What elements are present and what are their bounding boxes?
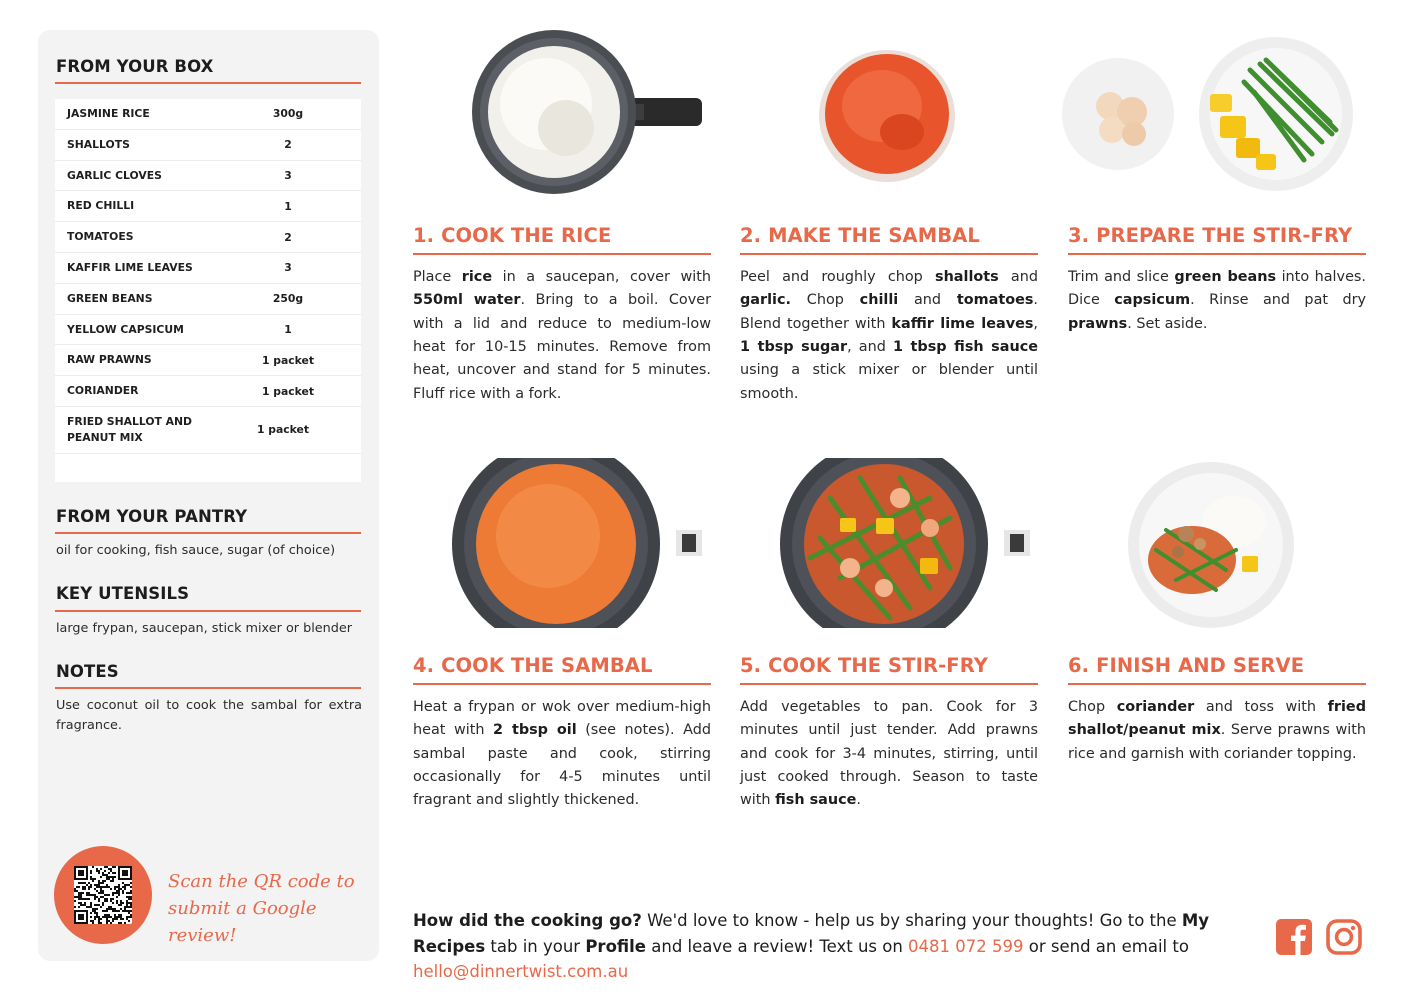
footer-link[interactable]: hello@dinnertwist.com.au xyxy=(413,962,629,982)
stir-fry-pan-photo xyxy=(780,458,1034,628)
qr-code-icon xyxy=(74,866,132,924)
finished-dish-photo xyxy=(1126,460,1296,630)
review-prompt xyxy=(413,908,1263,985)
step-2-title: 2. MAKE THE SAMBAL xyxy=(740,224,980,247)
ingredients-sidebar xyxy=(38,30,379,961)
step-5-text: Add vegetables to pan. Cook for 3 minutes until just tender. Add prawns and cook for 3-4 minutes, stirring, until just cooked through. Season to taste with xyxy=(740,699,1038,809)
ingredient-name: RAW PRAWNS xyxy=(67,353,152,367)
step-6-emphasis: fried shallot/peanut mix xyxy=(1068,699,1366,739)
ingredient-row xyxy=(55,130,361,161)
step-divider xyxy=(1068,683,1366,685)
step-4-title: 4. COOK THE SAMBAL xyxy=(413,654,653,677)
ingredient-qty: 1 packet xyxy=(261,384,315,398)
instagram-icon[interactable] xyxy=(1326,919,1362,955)
step-3-emphasis: capsicum xyxy=(1114,292,1191,309)
step-3-text: Trim and slice xyxy=(1068,269,1175,285)
step-divider xyxy=(413,253,711,255)
step-1-title: 1. COOK THE RICE xyxy=(413,224,612,247)
step-1-text: . Bring to a boil. Cover with a lid and reduce to medium-low heat for 10-15 minutes. Remove from heat, uncover and stand for 5 minutes. Fluff rice with a fork. xyxy=(413,292,711,402)
ingredient-name: YELLOW CAPSICUM xyxy=(67,322,184,336)
ingredients-table xyxy=(55,99,361,482)
ingredient-name: FRIED SHALLOT AND PEANUT MIX xyxy=(67,415,193,444)
ingredient-qty: 2 xyxy=(284,230,292,244)
step-3-text: into halves. Dice xyxy=(1068,269,1366,309)
qr-caption: Scan the QR code to submit a Google review! xyxy=(168,871,355,946)
step-2-emphasis: 1 tbsp fish sauce xyxy=(892,338,1038,355)
step-1-instructions xyxy=(413,266,711,406)
step-6-text: and toss with xyxy=(1194,699,1328,715)
ingredient-row xyxy=(55,315,361,346)
step-divider xyxy=(413,683,711,685)
qr-code[interactable] xyxy=(74,866,132,924)
footer-text: We'd love to know - help us by sharing your thoughts! Go to the xyxy=(641,911,1182,930)
section-divider xyxy=(55,610,361,612)
ingredient-qty: 3 xyxy=(284,261,292,275)
footer-link[interactable]: 0481 072 599 xyxy=(908,936,1024,956)
step-1-emphasis: 550ml water xyxy=(413,292,521,309)
step-2-text: using a stick mixer or blender until smooth. xyxy=(740,362,1038,402)
section-divider xyxy=(55,82,361,84)
ingredient-row xyxy=(55,284,361,315)
ingredient-row xyxy=(55,376,361,407)
step-2-text: , and xyxy=(847,338,893,355)
footer-emphasis: How did the cooking go? xyxy=(413,911,642,930)
step-6-title: 6. FINISH AND SERVE xyxy=(1068,654,1305,677)
step-2-text: Peel and roughly chop xyxy=(740,269,935,285)
ingredient-qty: 250g xyxy=(272,292,304,306)
step-3-text: . Rinse and pat dry xyxy=(1190,292,1367,309)
ingredient-name: SHALLOTS xyxy=(67,137,130,151)
ingredient-name: KAFFIR LIME LEAVES xyxy=(67,261,193,275)
step-4-instructions xyxy=(413,696,711,813)
step-2-emphasis: 1 tbsp sugar xyxy=(740,338,848,355)
section-divider xyxy=(55,532,361,534)
from-your-box-title: FROM YOUR BOX xyxy=(56,57,214,76)
ingredient-row xyxy=(55,99,361,130)
step-2-text: . Blend together with xyxy=(740,292,1038,332)
prawns-and-beans-photo xyxy=(1060,30,1360,196)
rice-pot-photo xyxy=(466,28,706,198)
ingredient-name: TOMATOES xyxy=(67,230,134,244)
step-divider xyxy=(740,253,1038,255)
footer-emphasis: My Recipes xyxy=(413,911,1210,956)
ingredient-name: RED CHILLI xyxy=(67,199,135,213)
ingredient-row xyxy=(55,222,361,253)
ingredient-row xyxy=(55,407,361,454)
sambal-bowl-photo xyxy=(812,40,962,186)
step-2-text: , xyxy=(1033,315,1038,332)
ingredient-row xyxy=(55,253,361,284)
utensils-title: KEY UTENSILS xyxy=(56,584,190,603)
step-5-text: . xyxy=(856,792,861,809)
step-5-instructions xyxy=(740,696,1038,813)
ingredient-qty: 1 xyxy=(284,199,292,213)
step-5-emphasis: fish sauce xyxy=(775,792,857,809)
pantry-text: oil for cooking, fish sauce, sugar (of choice) xyxy=(56,543,336,558)
ingredient-row xyxy=(55,345,361,376)
ingredient-name: GARLIC CLOVES xyxy=(67,168,162,182)
notes-title: NOTES xyxy=(56,662,119,681)
step-6-instructions xyxy=(1068,696,1366,766)
ingredient-qty: 1 xyxy=(284,322,292,336)
table-spacer xyxy=(55,454,361,482)
step-3-emphasis: green beans xyxy=(1174,269,1277,285)
step-2-emphasis: garlic. xyxy=(740,292,791,309)
footer-text: or send an email to xyxy=(1023,936,1189,956)
ingredient-qty: 2 xyxy=(284,138,292,152)
ingredient-qty: 1 packet xyxy=(256,423,310,437)
step-2-emphasis: tomatoes xyxy=(956,292,1034,309)
step-3-emphasis: prawns xyxy=(1068,315,1128,332)
step-1-emphasis: rice xyxy=(461,269,493,285)
pantry-title: FROM YOUR PANTRY xyxy=(56,507,248,526)
ingredient-row xyxy=(55,191,361,222)
utensils-text: large frypan, saucepan, stick mixer or blender xyxy=(56,621,353,636)
step-4-text: Heat a frypan or wok over medium-high heat with xyxy=(413,699,711,739)
ingredient-qty: 3 xyxy=(284,168,292,182)
step-divider xyxy=(1068,253,1366,255)
ingredient-name: GREEN BEANS xyxy=(67,291,153,305)
step-1-text: in a saucepan, cover with xyxy=(492,269,711,285)
footer-emphasis: Profile xyxy=(585,936,646,956)
step-3-instructions xyxy=(1068,266,1366,336)
step-5-title: 5. COOK THE STIR-FRY xyxy=(740,654,988,677)
step-2-emphasis: kaffir lime leaves xyxy=(891,315,1034,332)
ingredient-qty: 1 packet xyxy=(261,353,315,367)
sambal-pan-photo xyxy=(452,458,706,628)
section-divider xyxy=(55,687,361,689)
step-6-text: Chop xyxy=(1068,699,1117,715)
step-2-instructions xyxy=(740,266,1038,406)
footer-text: and leave a review! Text us on xyxy=(646,936,909,956)
facebook-icon[interactable] xyxy=(1276,919,1312,955)
step-divider xyxy=(740,683,1038,685)
ingredient-row xyxy=(55,161,361,192)
step-2-emphasis: shallots xyxy=(935,269,999,285)
step-3-text: . Set aside. xyxy=(1127,315,1208,332)
step-3-title: 3. PREPARE THE STIR-FRY xyxy=(1068,224,1353,247)
step-2-text: and xyxy=(998,269,1038,285)
step-6-emphasis: coriander xyxy=(1116,699,1195,715)
step-6-text: . Serve prawns with rice and garnish with coriander topping. xyxy=(1068,722,1366,762)
step-2-text: and xyxy=(898,292,957,309)
step-1-text: Place xyxy=(413,269,462,285)
step-2-emphasis: chilli xyxy=(859,292,899,309)
ingredient-name: CORIANDER xyxy=(67,384,139,398)
footer-text: tab in your xyxy=(485,936,586,956)
qr-code-badge[interactable] xyxy=(54,846,152,944)
step-4-text: (see notes). Add sambal paste and cook, stirring occasionally for 4-5 minutes until fragrant and slightly thickened. xyxy=(413,722,711,809)
ingredient-qty: 300g xyxy=(272,107,304,121)
ingredient-name: JASMINE RICE xyxy=(67,107,150,121)
step-2-text: Chop xyxy=(790,292,860,309)
step-4-emphasis: 2 tbsp oil xyxy=(492,722,577,739)
notes-text: Use coconut oil to cook the sambal for extra fragrance. xyxy=(56,698,362,734)
